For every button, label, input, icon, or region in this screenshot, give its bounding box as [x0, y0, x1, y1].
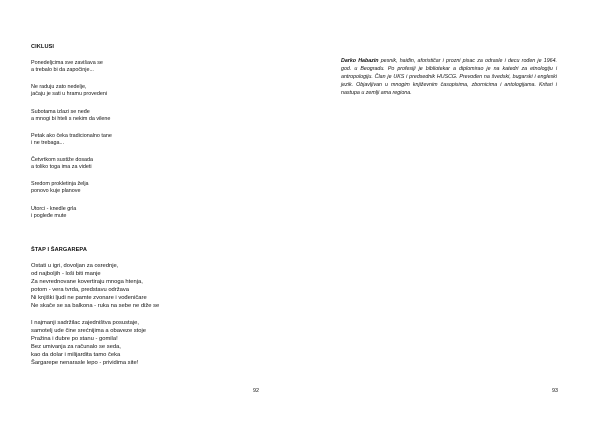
poem-title-ciklusi: CIKLUSI [31, 44, 55, 50]
author-bio [341, 57, 557, 97]
page-number: 92 [253, 388, 259, 394]
poem-line: od najboljih - loši biti manje [31, 271, 101, 277]
poem-line: Šargarepe nenarasle lepo - prividima site! [31, 360, 139, 366]
poem-line: I najmanji sadržilac zajedništva posustaje, [31, 320, 139, 326]
poem-line: Za nevrednovane kovertiraju mnoga htenja, [31, 279, 143, 285]
poem-line: Sredom prokletinja želja [31, 181, 89, 187]
poem-line: i ne trebaga... [31, 140, 64, 146]
poem-line: Četvrtkom sustiže dosada [31, 157, 94, 163]
poem-line: samotelj ude čine srećnijima a obaveze stoje [31, 328, 147, 334]
poem-line: i pogleđe mute [31, 213, 67, 219]
bio-text: pesnik, haiđin, aforističar i prozni pisac za odrasle i decu rođen je 1964. god. u Beogradu. Po profesiji je bibliotekar a diplomirao je na katedri za etnologiju i antropologiju. Član je UKS i predsednik HUSCG. Prevođen na švedski, bugarski i engleski jezik. Objavljivan u mnogim književnim časopisima, zbornicima i antologijama. Kritari i nastupa u zemlji ama regiona. [341, 58, 557, 96]
poem-line: ponovo kuje planove [31, 188, 81, 194]
poem-line: jačaju je sati u hramu provedeni [31, 91, 108, 97]
poem-line: Ni knjiški ljudi ne pamte zvonare i vođeničare [31, 295, 147, 301]
poem-line: kao da dolar i milijardita tamo čeka [31, 352, 121, 358]
poem-line: Ponedeljcima sve zavišava se [31, 60, 103, 66]
author-name: Darko Habazin [341, 58, 379, 64]
poem-line: Pražina i đubre po stanu - gomila! [31, 336, 118, 342]
poem-line: a mnogi bi hteli s nekim da vilene [31, 116, 111, 122]
page-number: 93 [552, 388, 558, 394]
poem-line: Ostati u igri, dovoljan za osrednje, [31, 263, 119, 269]
right-page [300, 0, 600, 423]
poem-line: Ne skače se sa balkona - ruka na sebe ne diže se [31, 303, 160, 309]
poem-title-stap-i-sargarepa: ŠTAP I ŠARGAREPA [31, 247, 87, 253]
poem-line: a toliko toga ima za videti [31, 164, 92, 170]
poem-line: Bez umivanja za računalo se seda, [31, 344, 121, 350]
poem-line: Utorci - knedle grla [31, 206, 77, 212]
poem-line: Subotama izlazi se neđe [31, 109, 90, 115]
poem-line: Petak ako čeka tradicionalno tane [31, 133, 112, 139]
poem-line: Ne raduju zato nedelje, [31, 84, 87, 90]
poem-line: potom - vera tvrda, predstavu održava [31, 287, 129, 293]
poem-line: a trebalo bi da započinje... [31, 67, 94, 73]
